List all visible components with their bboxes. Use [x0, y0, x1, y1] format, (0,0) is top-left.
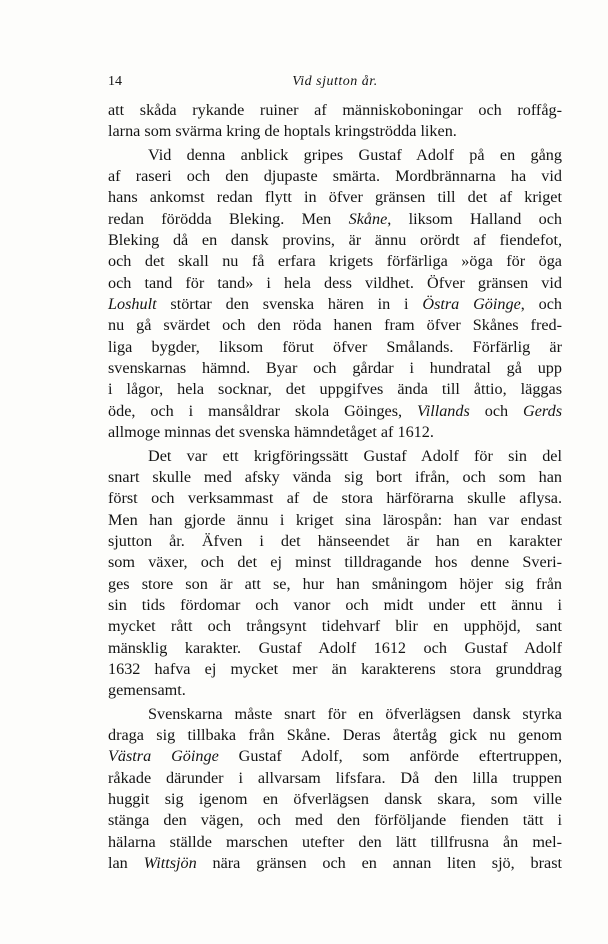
text-line: allmoge minnas det svenska hämndetåget af 1612.	[108, 423, 434, 442]
place-name-ostra-goinge: Östra Göinge	[422, 295, 521, 314]
place-name-villands: Villands	[417, 401, 470, 420]
running-title: Vid sjutton år.	[292, 74, 378, 89]
text-line: öde, och i mansåldrar skola Göinges, Villands och Gerds	[108, 401, 563, 420]
text-line: Loshult störtar den svenska hären in i Östra Göinge, och	[108, 295, 562, 314]
text-line: hans ankomst redan flytt in öfver gränsen till det af kriget	[108, 188, 562, 207]
text-line: lan Wittsjön nära gränsen och en annan liten sjö, brast	[108, 854, 562, 873]
place-name-wittsjon: Wittsjön	[143, 854, 197, 873]
text-line: och tand för tand» i hela dess vildhet. Öfver gränsen vid	[108, 273, 562, 292]
text-line: sjutton år. Äfven i det hänseendet är han en karakter	[108, 531, 562, 550]
paragraph-start-line: Vid denna anblick gripes Gustaf Adolf på en gång	[148, 145, 562, 164]
text-line: gemensamt.	[108, 681, 186, 700]
text-line: ges store son är att se, hur han småningom höjer sig från	[108, 574, 562, 593]
text-line: huggit sig igenom en öfverlägsen dansk skara, som ville	[108, 790, 562, 808]
text-line: i lågor, hela socknar, det uppgifves ända till åttio, läggas	[108, 380, 562, 399]
text-line: nu gå svärdet och den röda hanen fram öfver Skånes fred-	[108, 316, 562, 335]
text-line: stänga den vägen, och med den förföljande fienden tätt i	[108, 811, 562, 830]
place-name-skane: Skåne	[348, 209, 388, 228]
page-number: 14	[108, 74, 122, 89]
text-line: råkade därunder i allvarsam lifsfara. Då den lilla truppen	[108, 768, 562, 787]
text-line: svenskarnas hämnd. Byar och gårdar i hundratal gå upp	[108, 359, 562, 378]
text-line: af raseri och den djupaste smärta. Mordbrännarna ha vid	[108, 167, 562, 186]
place-name-loshult: Loshult	[108, 295, 157, 314]
text-line: och det skall nu få erfara krigets förfärliga »öga för öga	[108, 252, 562, 271]
text-line: draga sig tillbaka från Skåne. Deras återtåg gick nu genom	[108, 725, 562, 744]
text-line: att skåda rykande ruiner af människoboningar och roffåg-	[108, 101, 562, 119]
place-name-gerds: Gerds	[523, 401, 563, 420]
text-line: Bleking då en dansk provins, är ännu orördt af fiendefot,	[108, 231, 562, 250]
text-line: mänsklig karakter. Gustaf Adolf 1612 och Gustaf Adolf	[108, 638, 562, 657]
text-line: Men han gjorde ännu i kriget sina lärospån: han var endast	[108, 510, 562, 529]
body-text	[108, 100, 562, 874]
text-line: hälarna ställde marschen utefter den lätt tillfrusna ån mel-	[108, 832, 562, 851]
text-line: först och verksammast af de stora härförarna skulle aflysa.	[108, 489, 562, 508]
text-line: som växer, och det ej minst tilldragande hos denne Sveri-	[108, 553, 562, 572]
text-line: snart skulle med afsky vända sig bort ifrån, och som han	[108, 467, 562, 486]
text-line: liga bygder, liksom förut öfver Smålands. Förfärlig är	[108, 337, 562, 356]
paragraph-start-line: Svenskarna måste snart för en öfverlägsen dansk styrka	[148, 704, 562, 723]
text-line: sin tids fördomar och vanor och midt under ett ännu i	[108, 595, 562, 614]
text-line: Västra Göinge Gustaf Adolf, som anförde eftertruppen,	[108, 747, 562, 766]
text-line: 1632 hafva ej mycket mer än karakterens stora grunddrag	[108, 659, 562, 678]
place-name-vastra-goinge: Västra Göinge	[108, 747, 219, 766]
page-header	[108, 74, 562, 94]
text-line: mycket rått och trångsynt tidehvarf blir en upphöjd, sant	[108, 617, 562, 636]
text-line: redan förödda Bleking. Men Skåne, liksom Halland och	[108, 209, 563, 228]
paragraph-start-line: Det var ett krigföringssätt Gustaf Adolf för sin del	[148, 446, 562, 465]
text-line: larna som svärma kring de hoptals kringströdda liken.	[108, 122, 457, 141]
